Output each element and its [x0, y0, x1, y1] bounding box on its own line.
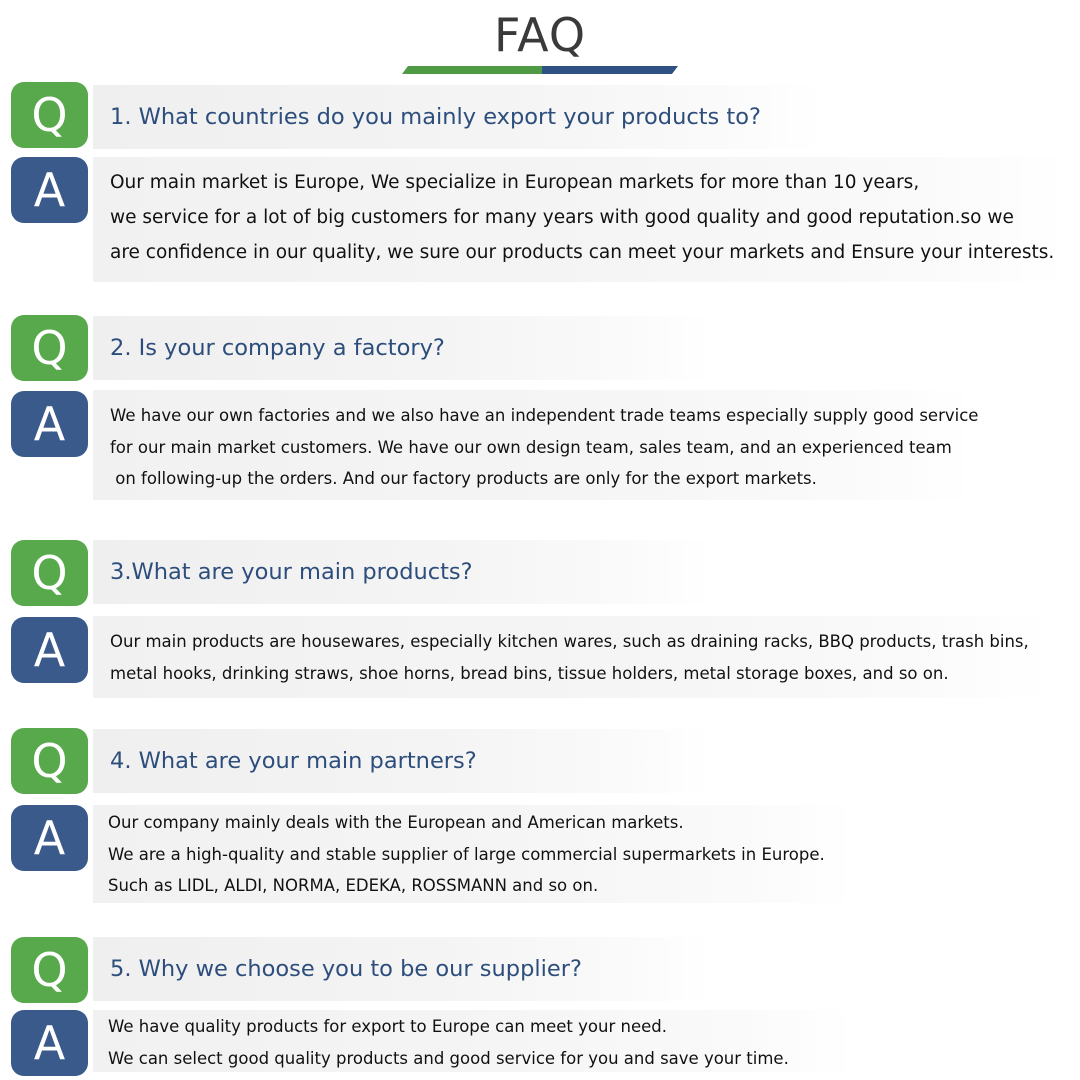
question-text: 3.What are your main products? — [110, 559, 473, 585]
q-badge: Q — [11, 728, 88, 794]
a-badge: A — [11, 157, 88, 223]
q-badge: Q — [11, 315, 88, 381]
answer-box — [93, 616, 1048, 698]
q-badge: Q — [11, 82, 88, 148]
a-badge: A — [11, 617, 88, 683]
answer-line: Our company mainly deals with the European and American markets. — [108, 813, 684, 832]
title-underline-blue — [542, 66, 678, 74]
a-badge: A — [11, 805, 88, 871]
question-text: 5. Why we choose you to be our supplier? — [110, 956, 582, 982]
question-box — [93, 85, 823, 149]
question-box — [93, 937, 713, 1001]
answer-line: We are a high-quality and stable supplier of large commercial supermarkets in Europe. — [108, 844, 825, 864]
title-underline — [402, 66, 678, 74]
question-text: 2. Is your company a factory? — [110, 335, 445, 361]
answer-line: are confidence in our quality, we sure our products can meet your markets and Ensure your interests. — [110, 242, 1055, 263]
answer-line: We have our own factories and we also have an independent trade teams especially supply good service — [110, 406, 979, 425]
question-box — [93, 729, 713, 793]
answer-line: Our main market is Europe, We specialize in European markets for more than 10 years, — [110, 172, 920, 193]
answer-line: We have quality products for export to Europe can meet your need. — [108, 1017, 667, 1036]
answer-text — [110, 165, 1054, 270]
title-underline-green — [402, 66, 542, 74]
answer-line: we service for a lot of big customers for many years with good quality and good reputation.so we — [110, 207, 1014, 228]
page-title: FAQ — [493, 8, 587, 62]
answer-text — [110, 626, 1029, 690]
answer-line: Such as LIDL, ALDI, NORMA, EDEKA, ROSSMANN and so on. — [108, 876, 599, 895]
q-badge: Q — [11, 540, 88, 606]
answer-line: We can select good quality products and good service for you and save your time. — [108, 1048, 789, 1068]
answer-text — [110, 400, 978, 495]
answer-box — [93, 805, 853, 903]
question-box — [93, 540, 713, 604]
answer-line: on following-up the orders. And our factory products are only for the export markets. — [110, 469, 817, 488]
answer-text — [108, 807, 825, 902]
question-box — [93, 316, 713, 380]
answer-box — [93, 1010, 853, 1072]
answer-text — [108, 1011, 789, 1074]
answer-box — [93, 390, 979, 500]
answer-box — [93, 157, 1068, 282]
answer-line: Our main products are housewares, especially kitchen wares, such as draining racks, BBQ products, trash bins, — [110, 632, 1029, 651]
question-text: 4. What are your main partners? — [110, 748, 477, 774]
answer-line: for our main market customers. We have our own design team, sales team, and an experienced team — [110, 437, 952, 457]
a-badge: A — [11, 1010, 88, 1076]
answer-line: metal hooks, drinking straws, shoe horns, bread bins, tissue holders, metal storage boxes, and so on. — [110, 664, 949, 683]
q-badge: Q — [11, 937, 88, 1003]
question-text: 1. What countries do you mainly export your products to? — [110, 104, 761, 130]
a-badge: A — [11, 391, 88, 457]
